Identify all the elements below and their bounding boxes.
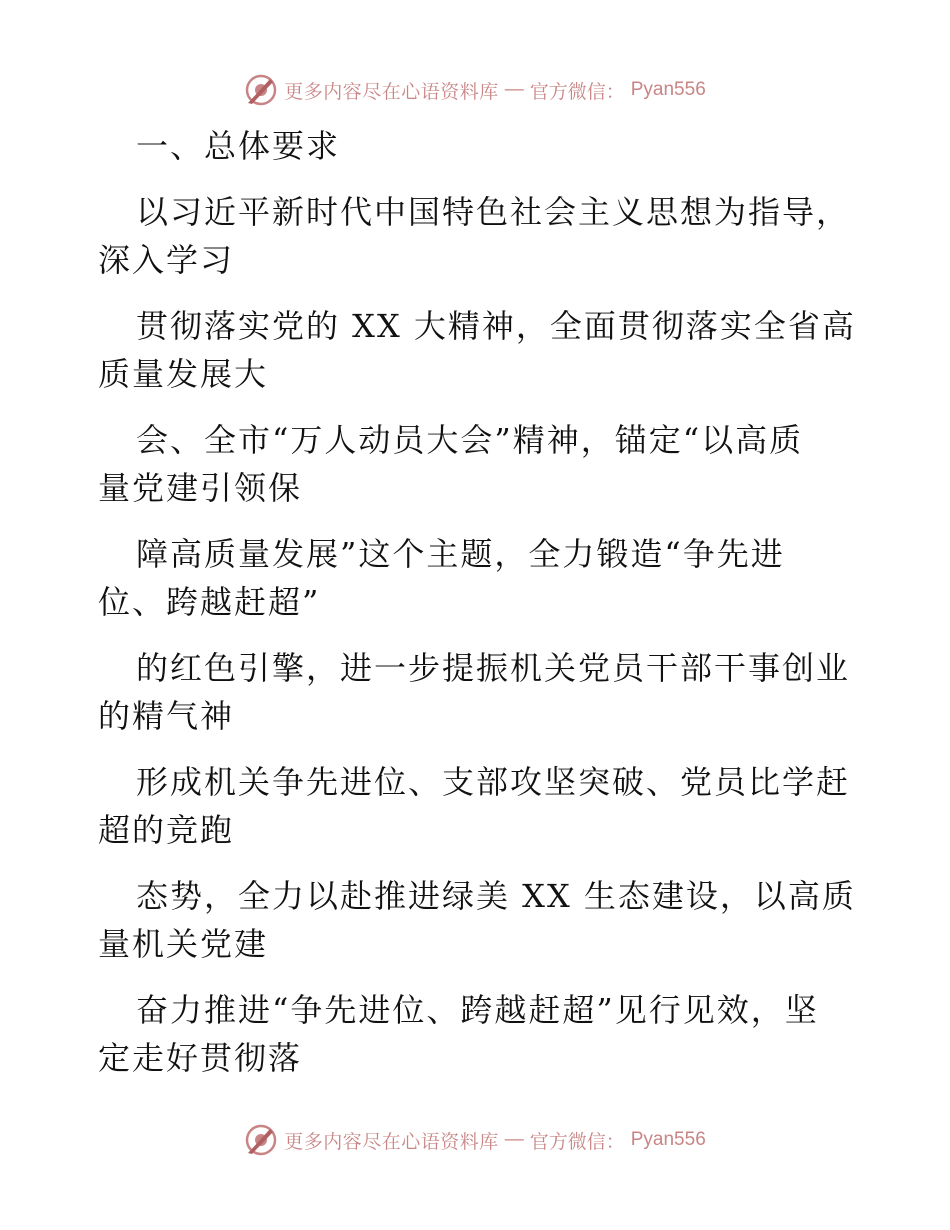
paragraph-line: 超的竞跑	[98, 811, 235, 849]
watermark-brand: 更多内容尽在心语资料库	[284, 80, 499, 103]
watermark-wechat-id: Pyan556	[630, 1129, 706, 1150]
quill-pen-logo-icon	[244, 1123, 278, 1157]
watermark-brand: 更多内容尽在心语资料库	[284, 1130, 499, 1153]
watermark-separator: —	[504, 79, 524, 100]
paragraph-line: 奋力推进“争先进位、跨越赶超”见行见效，坚	[136, 991, 819, 1029]
paragraph-line: 的精气神	[98, 697, 235, 735]
paragraph-line: 贯彻落实党的 XX 大精神，全面贯彻落实全省高	[136, 307, 856, 345]
paragraph-line: 量党建引领保	[98, 469, 303, 507]
watermark-wechat-label: 官方微信：	[529, 1130, 625, 1153]
watermark-header	[0, 70, 950, 110]
section-heading: 一、总体要求	[136, 127, 341, 165]
watermark-footer	[0, 1120, 950, 1160]
paragraph-line: 定走好贯彻落	[98, 1039, 303, 1077]
quill-pen-logo-icon	[244, 73, 278, 107]
paragraph-line: 位、跨越赶超”	[98, 583, 321, 621]
paragraph-line: 质量发展大	[98, 355, 269, 393]
watermark-wechat-label: 官方微信：	[529, 80, 625, 103]
document-body	[98, 122, 858, 1100]
paragraph-line: 以习近平新时代中国特色社会主义思想为指导，	[136, 193, 851, 231]
paragraph-line: 的红色引擎，进一步提振机关党员干部干事创业	[136, 649, 851, 687]
paragraph-line: 量机关党建	[98, 925, 269, 963]
paragraph-line: 态势，全力以赴推进绿美 XX 生态建设，以高质	[136, 877, 856, 915]
paragraph-line: 形成机关争先进位、支部攻坚突破、党员比学赶	[136, 763, 851, 801]
paragraph-line: 障高质量发展”这个主题，全力锻造“争先进	[136, 535, 785, 573]
watermark-wechat-id: Pyan556	[630, 79, 706, 100]
watermark-separator: —	[504, 1129, 524, 1150]
paragraph-line: 深入学习	[98, 241, 235, 279]
paragraph-line: 会、全市“万人动员大会”精神，锚定“以高质	[136, 421, 804, 459]
